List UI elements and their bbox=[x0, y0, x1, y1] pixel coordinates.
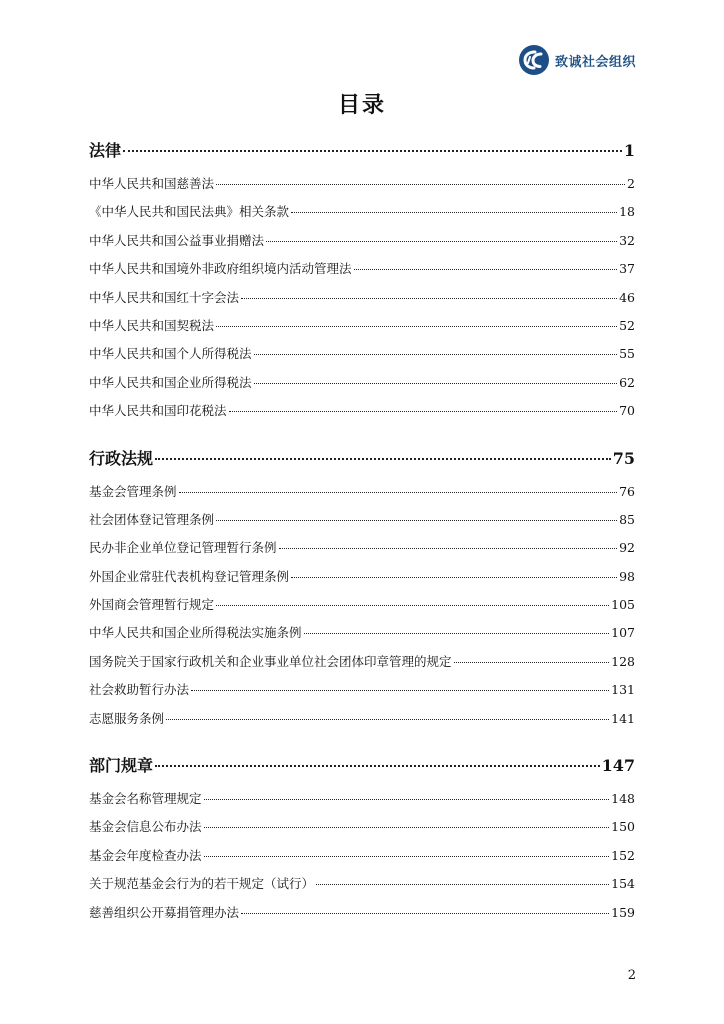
dot-leader bbox=[241, 298, 617, 299]
toc-entry[interactable] bbox=[89, 312, 635, 340]
logo-text: 致诚社会组织 bbox=[554, 54, 636, 70]
dot-leader bbox=[155, 458, 611, 460]
page-title: 目录 bbox=[337, 92, 386, 118]
toc-entry-title: 国务院关于国家行政机关和企业事业单位社会团体印章管理的规定 bbox=[89, 653, 452, 669]
toc-entry-page: 150 bbox=[611, 819, 635, 835]
toc-entry-page: 141 bbox=[611, 710, 635, 726]
table-of-contents bbox=[89, 132, 635, 927]
toc-entry-page: 76 bbox=[619, 483, 635, 499]
toc-entry-title: 志愿服务条例 bbox=[89, 710, 165, 726]
dot-leader bbox=[123, 150, 622, 152]
dot-leader bbox=[179, 492, 618, 493]
toc-entry[interactable] bbox=[89, 705, 635, 733]
toc-entry-page: 105 bbox=[611, 597, 635, 613]
dot-leader bbox=[254, 354, 618, 355]
toc-entry-page: 62 bbox=[619, 374, 635, 390]
dot-leader bbox=[354, 269, 618, 270]
dot-leader bbox=[254, 383, 618, 384]
toc-entry-title: 基金会信息公布办法 bbox=[89, 819, 202, 835]
toc-entry-page: 154 bbox=[611, 876, 635, 892]
dot-leader bbox=[155, 765, 600, 767]
toc-entry-page: 85 bbox=[619, 511, 635, 527]
toc-entry[interactable] bbox=[89, 870, 635, 898]
toc-entry-page: 128 bbox=[611, 653, 635, 669]
toc-entry[interactable] bbox=[89, 227, 635, 255]
dot-leader bbox=[204, 827, 610, 828]
toc-section bbox=[89, 733, 635, 927]
toc-entry-page: 107 bbox=[611, 625, 635, 641]
toc-entry[interactable] bbox=[89, 563, 635, 591]
toc-entry[interactable] bbox=[89, 813, 635, 841]
toc-entry-page: 55 bbox=[619, 346, 635, 362]
dot-leader bbox=[291, 212, 617, 213]
toc-entry[interactable] bbox=[89, 198, 635, 226]
toc-entry[interactable] bbox=[89, 591, 635, 619]
section-heading-text: 行政法规 bbox=[89, 448, 154, 468]
toc-entry-page: 2 bbox=[627, 176, 635, 191]
section-page-number: 1 bbox=[623, 141, 635, 160]
toc-entry-title: 关于规范基金会行为的若干规定（试行） bbox=[89, 876, 315, 892]
toc-entry[interactable] bbox=[89, 478, 635, 506]
section-heading-text: 法律 bbox=[89, 141, 122, 160]
toc-entry-title: 外国企业常驻代表机构登记管理条例 bbox=[89, 568, 290, 584]
toc-entry-title: 民办非企业单位登记管理暂行条例 bbox=[89, 540, 277, 556]
dot-leader bbox=[454, 662, 610, 663]
dot-leader bbox=[204, 799, 610, 800]
dot-leader bbox=[304, 633, 610, 634]
zhicheng-logo-icon bbox=[518, 44, 550, 76]
toc-entry[interactable] bbox=[89, 284, 635, 312]
toc-entry-title: 社会团体登记管理条例 bbox=[89, 511, 215, 527]
toc-entry-page: 46 bbox=[619, 289, 635, 305]
dot-leader bbox=[229, 411, 618, 412]
dot-leader bbox=[204, 856, 610, 857]
toc-entry[interactable] bbox=[89, 340, 635, 368]
dot-leader bbox=[266, 241, 617, 242]
toc-entry[interactable] bbox=[89, 676, 635, 704]
toc-section-heading[interactable] bbox=[89, 132, 635, 170]
toc-section-heading[interactable] bbox=[89, 747, 635, 785]
toc-entry-page: 32 bbox=[619, 232, 635, 248]
dot-leader bbox=[216, 605, 609, 606]
toc-entry-page: 52 bbox=[619, 317, 635, 333]
toc-entry-page: 152 bbox=[611, 847, 635, 863]
toc-entry-page: 159 bbox=[611, 904, 635, 920]
toc-entry[interactable] bbox=[89, 369, 635, 397]
toc-entry-title: 中华人民共和国印花税法 bbox=[89, 403, 227, 419]
toc-entry-title: 基金会名称管理规定 bbox=[89, 791, 202, 807]
page-number: 2 bbox=[627, 968, 636, 983]
toc-entry-title: 中华人民共和国企业所得税法 bbox=[89, 374, 252, 390]
toc-entry[interactable] bbox=[89, 899, 635, 927]
toc-entry-title: 中华人民共和国契税法 bbox=[89, 317, 215, 333]
toc-entry-title: 中华人民共和国个人所得税法 bbox=[89, 346, 252, 362]
toc-entry[interactable] bbox=[89, 397, 635, 425]
toc-entry[interactable] bbox=[89, 619, 635, 647]
section-spacer bbox=[89, 426, 635, 440]
toc-entry[interactable] bbox=[89, 170, 635, 198]
toc-entry-page: 37 bbox=[619, 261, 635, 277]
toc-entry-title: 中华人民共和国企业所得税法实施条例 bbox=[89, 625, 302, 641]
toc-entry[interactable] bbox=[89, 506, 635, 534]
toc-entry-title: 中华人民共和国公益事业捐赠法 bbox=[89, 232, 265, 248]
dot-leader bbox=[241, 913, 609, 914]
section-spacer bbox=[89, 733, 635, 747]
toc-entry-page: 92 bbox=[619, 540, 635, 556]
section-page-number: 147 bbox=[601, 756, 635, 776]
toc-section-heading[interactable] bbox=[89, 440, 635, 478]
toc-entry[interactable] bbox=[89, 648, 635, 676]
toc-entry-title: 社会救助暂行办法 bbox=[89, 682, 190, 698]
toc-section bbox=[89, 426, 635, 734]
dot-leader bbox=[316, 884, 609, 885]
toc-entry-page: 98 bbox=[619, 568, 635, 584]
toc-entry[interactable] bbox=[89, 785, 635, 813]
toc-entry-title: 中华人民共和国境外非政府组织境内活动管理法 bbox=[89, 261, 352, 277]
toc-entry[interactable] bbox=[89, 255, 635, 283]
toc-entry-page: 18 bbox=[619, 204, 635, 220]
toc-entry[interactable] bbox=[89, 534, 635, 562]
toc-entry-page: 131 bbox=[611, 682, 635, 698]
dot-leader bbox=[279, 548, 618, 549]
toc-section bbox=[89, 132, 635, 426]
dot-leader bbox=[191, 690, 609, 691]
dot-leader bbox=[166, 719, 609, 720]
toc-entry-title: 外国商会管理暂行规定 bbox=[89, 597, 215, 613]
dot-leader bbox=[216, 520, 617, 521]
toc-entry-page: 148 bbox=[611, 791, 635, 807]
dot-leader bbox=[216, 184, 625, 185]
header-logo bbox=[518, 44, 636, 76]
toc-entry-title: 中华人民共和国慈善法 bbox=[89, 176, 215, 191]
toc-entry-page: 70 bbox=[619, 403, 635, 419]
section-page-number: 75 bbox=[612, 448, 635, 468]
toc-entry-title: 基金会年度检查办法 bbox=[89, 847, 202, 863]
section-heading-text: 部门规章 bbox=[89, 756, 154, 776]
dot-leader bbox=[291, 577, 617, 578]
dot-leader bbox=[216, 326, 617, 327]
toc-entry[interactable] bbox=[89, 842, 635, 870]
toc-entry-title: 基金会管理条例 bbox=[89, 483, 177, 499]
toc-entry-title: 《中华人民共和国民法典》相关条款 bbox=[89, 204, 290, 220]
toc-entry-title: 慈善组织公开募捐管理办法 bbox=[89, 904, 240, 920]
toc-entry-title: 中华人民共和国红十字会法 bbox=[89, 289, 240, 305]
